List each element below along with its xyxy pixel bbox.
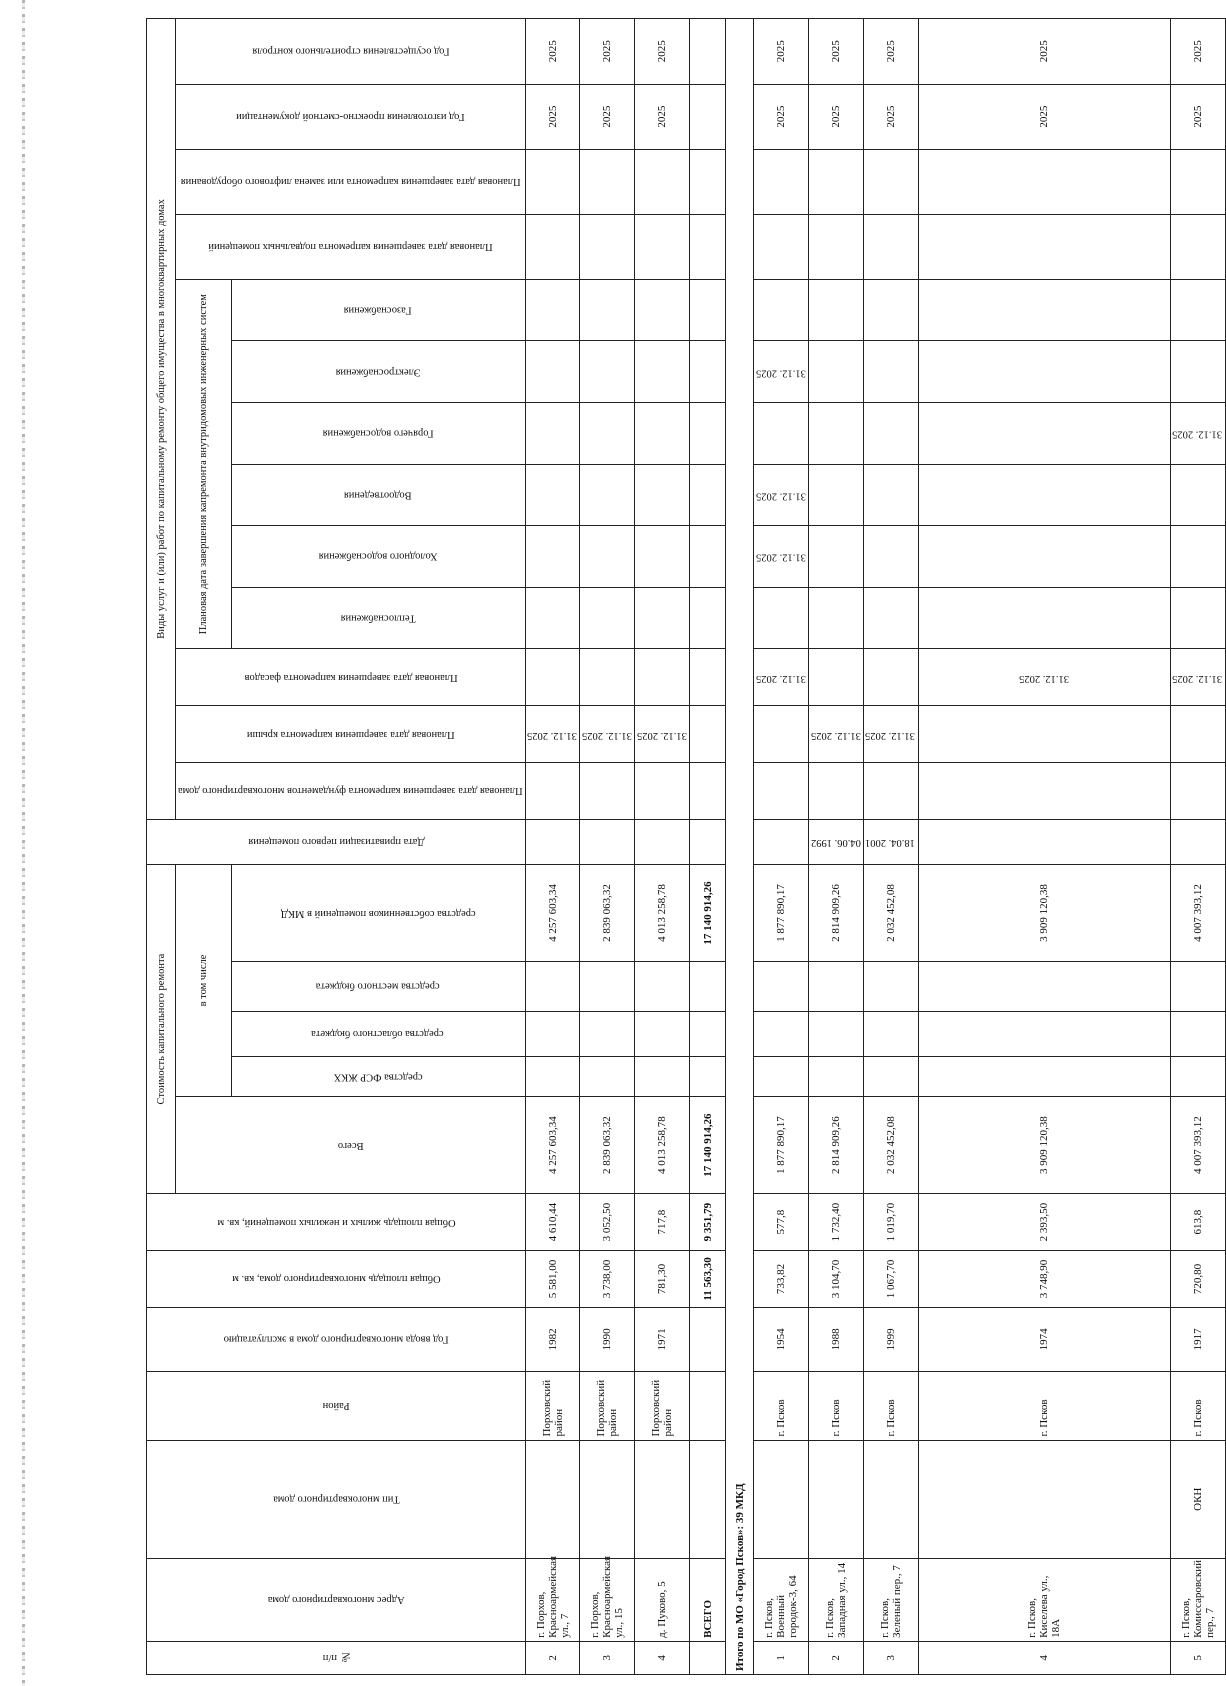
cell-control-year: 2025 xyxy=(580,19,635,85)
cell-design-year: 2025 xyxy=(635,84,690,149)
cell-regional xyxy=(1170,1011,1225,1056)
section2-title: Итого по МО «Город Псков»: 39 МКД xyxy=(726,19,754,1675)
cell-elevator xyxy=(525,149,580,214)
header-including: в том числе xyxy=(176,864,232,1096)
cell-num: 3 xyxy=(863,1641,918,1674)
cell-year: 1990 xyxy=(580,1307,635,1371)
cell-address: г. Псков, Военный городок-3, 64 xyxy=(754,1558,809,1641)
cell-electric xyxy=(1170,341,1225,403)
subtotal-living-area: 9 351,79 xyxy=(690,1194,726,1251)
cell-total: 4 013 258,78 xyxy=(635,1097,690,1194)
cell-local xyxy=(580,962,635,1012)
cell-facade xyxy=(809,649,864,706)
cell-elevator xyxy=(809,149,864,214)
table-row xyxy=(1170,19,1225,1675)
header-regional: средства областного бюджета xyxy=(231,1011,525,1056)
header-local: средства местного бюджета xyxy=(231,962,525,1012)
cell-local xyxy=(525,962,580,1012)
header-owners: средства собственников помещений в МКД xyxy=(231,864,525,961)
cell-facade: 31.12. 2025 xyxy=(918,649,1170,706)
cell-privatization xyxy=(580,819,635,864)
cell-type xyxy=(754,1440,809,1558)
cell-electric: 31.12. 2025 xyxy=(754,341,809,403)
cell-sewer xyxy=(809,464,864,526)
cell-cold-water xyxy=(525,526,580,588)
cell-total: 4 257 603,34 xyxy=(525,1097,580,1194)
cell-gas xyxy=(754,279,809,341)
cell-num: 1 xyxy=(754,1641,809,1674)
cell-fsr xyxy=(863,1056,918,1096)
cell-owners: 3 909 120,38 xyxy=(918,864,1170,961)
cell-total: 1 877 890,17 xyxy=(754,1097,809,1194)
cell-control-year: 2025 xyxy=(635,19,690,85)
cell-cold-water xyxy=(1170,526,1225,588)
rotated-table-page xyxy=(146,18,1223,1675)
cell-type xyxy=(863,1440,918,1558)
cell-basement xyxy=(754,214,809,279)
cell-facade: 31.12. 2025 xyxy=(1170,649,1225,706)
cell-elevator xyxy=(863,149,918,214)
header-total-area: Общая площадь многоквартирного дома, кв. м xyxy=(147,1251,526,1308)
cell-fsr xyxy=(580,1056,635,1096)
cell-gas xyxy=(863,279,918,341)
cell-living-area: 1 019,70 xyxy=(863,1194,918,1251)
cell-basement xyxy=(525,214,580,279)
header-cost-group: Стоимость капитального ремонта xyxy=(147,864,176,1193)
cell-basement xyxy=(863,214,918,279)
cell-control-year: 2025 xyxy=(863,19,918,85)
header-design-year: Год изготовления проектно-сметной документации xyxy=(176,84,526,149)
cell-total-area: 3 738,00 xyxy=(580,1251,635,1308)
cell-design-year: 2025 xyxy=(1170,84,1225,149)
cell-roof xyxy=(1170,706,1225,763)
cell-regional xyxy=(635,1011,690,1056)
cell-fsr xyxy=(635,1056,690,1096)
cell-sewer xyxy=(635,464,690,526)
header-hot-water: Горячего водоснабжения xyxy=(231,403,525,465)
cell-num: 5 xyxy=(1170,1641,1225,1674)
cell-living-area: 3 052,50 xyxy=(580,1194,635,1251)
cell-elevator xyxy=(1170,149,1225,214)
cell-heating xyxy=(863,587,918,649)
header-address: Адрес многоквартирного дома xyxy=(147,1558,526,1641)
cell-sewer xyxy=(525,464,580,526)
cell-cold-water xyxy=(809,526,864,588)
cell-sewer xyxy=(1170,464,1225,526)
cell-basement xyxy=(1170,214,1225,279)
cell-hot-water xyxy=(635,403,690,465)
cell-total: 4 007 393,12 xyxy=(1170,1097,1225,1194)
cell-facade xyxy=(863,649,918,706)
table-row xyxy=(918,19,1170,1675)
cell-total: 2 839 063,32 xyxy=(580,1097,635,1194)
cell-electric xyxy=(580,341,635,403)
cell-num: 3 xyxy=(580,1641,635,1674)
cell-num: 4 xyxy=(918,1641,1170,1674)
header-privatization: Дата приватизации первого помещения xyxy=(147,819,526,864)
cell-owners: 4 013 258,78 xyxy=(635,864,690,961)
cell-living-area: 1 732,40 xyxy=(809,1194,864,1251)
cell-control-year: 2025 xyxy=(918,19,1170,85)
cell-hot-water xyxy=(809,403,864,465)
cell-design-year: 2025 xyxy=(918,84,1170,149)
header-gas: Газоснабжения xyxy=(231,279,525,341)
cell-owners: 1 877 890,17 xyxy=(754,864,809,961)
cell-hot-water: 31.12. 2025 xyxy=(1170,403,1225,465)
cell-privatization xyxy=(525,819,580,864)
cell-gas xyxy=(918,279,1170,341)
cell-fsr xyxy=(525,1056,580,1096)
header-district: Район xyxy=(147,1371,526,1440)
cell-elevator xyxy=(580,149,635,214)
header-living-area: Общая площадь жилых и нежилых помещений, кв. м xyxy=(147,1194,526,1251)
header-foundation: Плановая дата завершения капремонта фундаментов многоквартирного дома xyxy=(176,763,526,820)
cell-elevator xyxy=(918,149,1170,214)
cell-cold-water: 31.12. 2025 xyxy=(754,526,809,588)
cell-address: г. Порхов, Красноармейская ул., 15 xyxy=(580,1558,635,1641)
cell-year: 1999 xyxy=(863,1307,918,1371)
cell-gas xyxy=(525,279,580,341)
cell-year: 1988 xyxy=(809,1307,864,1371)
subtotal-total-area: 11 563,30 xyxy=(690,1251,726,1308)
cell-privatization: 04.06. 1992 xyxy=(809,819,864,864)
cell-district: Порховский район xyxy=(635,1371,690,1440)
cell-year: 1974 xyxy=(918,1307,1170,1371)
header-facade: Плановая дата завершения капремонта фасадов xyxy=(176,649,526,706)
cell-living-area: 4 610,44 xyxy=(525,1194,580,1251)
cell-foundation xyxy=(635,763,690,820)
cell-electric xyxy=(525,341,580,403)
cell-heating xyxy=(525,587,580,649)
cell-gas xyxy=(635,279,690,341)
cell-local xyxy=(809,962,864,1012)
table-row xyxy=(809,19,864,1675)
cell-total-area: 733,82 xyxy=(754,1251,809,1308)
cell-local xyxy=(918,962,1170,1012)
cell-year: 1954 xyxy=(754,1307,809,1371)
subtotal-num xyxy=(690,1641,726,1674)
header-works-group: Виды услуг и (или) работ по капитальному ремонту общего имущества в многоквартирных домах xyxy=(147,19,176,820)
cell-heating xyxy=(809,587,864,649)
header-sewer: Водоотведения xyxy=(231,464,525,526)
cell-control-year: 2025 xyxy=(1170,19,1225,85)
cell-district: Порховский район xyxy=(580,1371,635,1440)
cell-roof: 31.12. 2025 xyxy=(863,706,918,763)
cell-foundation xyxy=(580,763,635,820)
scan-edge xyxy=(22,0,25,1686)
cell-basement xyxy=(580,214,635,279)
cell-total-area: 5 581,00 xyxy=(525,1251,580,1308)
cell-electric xyxy=(809,341,864,403)
table-row xyxy=(580,19,635,1675)
cell-total: 2 814 909,26 xyxy=(809,1097,864,1194)
cell-hot-water xyxy=(918,403,1170,465)
header-basement: Плановая дата завершения капремонта подвальных помещений xyxy=(176,214,526,279)
cell-owners: 4 257 603,34 xyxy=(525,864,580,961)
cell-address: г. Псков, Киселева ул., 18А xyxy=(918,1558,1170,1641)
cell-cold-water xyxy=(863,526,918,588)
cell-design-year: 2025 xyxy=(580,84,635,149)
header-year: Год ввода многоквартирного дома в эксплуатацию xyxy=(147,1307,526,1371)
cell-type xyxy=(580,1440,635,1558)
cell-fsr xyxy=(1170,1056,1225,1096)
subtotal-label: ВСЕГО xyxy=(690,1558,726,1641)
cell-hot-water xyxy=(525,403,580,465)
cell-regional xyxy=(525,1011,580,1056)
cell-local xyxy=(863,962,918,1012)
table-row xyxy=(525,19,580,1675)
header-control-year: Год осуществления строительного контроля xyxy=(176,19,526,85)
cell-heating xyxy=(635,587,690,649)
cell-elevator xyxy=(635,149,690,214)
cell-owners: 2 032 452,08 xyxy=(863,864,918,961)
cell-total-area: 781,30 xyxy=(635,1251,690,1308)
header-num: № п/п xyxy=(147,1641,526,1674)
cell-district: г. Псков xyxy=(1170,1371,1225,1440)
cell-district: г. Псков xyxy=(754,1371,809,1440)
cell-fsr xyxy=(809,1056,864,1096)
cell-basement xyxy=(635,214,690,279)
cell-living-area: 717,8 xyxy=(635,1194,690,1251)
cell-foundation xyxy=(754,763,809,820)
cell-local xyxy=(1170,962,1225,1012)
cell-owners: 2 839 063,32 xyxy=(580,864,635,961)
cell-num: 4 xyxy=(635,1641,690,1674)
cell-district: г. Псков xyxy=(863,1371,918,1440)
capital-repair-table xyxy=(146,18,1226,1675)
section-pskov xyxy=(754,19,1226,1675)
cell-type: ОКН xyxy=(1170,1440,1225,1558)
cell-privatization xyxy=(635,819,690,864)
cell-regional xyxy=(754,1011,809,1056)
cell-roof xyxy=(754,706,809,763)
cell-heating xyxy=(754,587,809,649)
cell-heating xyxy=(1170,587,1225,649)
cell-regional xyxy=(580,1011,635,1056)
cell-regional xyxy=(809,1011,864,1056)
cell-sewer xyxy=(580,464,635,526)
cell-hot-water xyxy=(863,403,918,465)
cell-regional xyxy=(918,1011,1170,1056)
cell-total: 2 032 452,08 xyxy=(863,1097,918,1194)
cell-gas xyxy=(809,279,864,341)
cell-address: г. Псков, Западная ул., 14 xyxy=(809,1558,864,1641)
header-elevator: Плановая дата завершения капремонта или замена лифтового оборудования xyxy=(176,149,526,214)
cell-heating xyxy=(580,587,635,649)
cell-address: д. Пуково, 5 xyxy=(635,1558,690,1641)
cell-cold-water xyxy=(918,526,1170,588)
cell-foundation xyxy=(525,763,580,820)
subtotal-row xyxy=(690,19,726,1675)
cell-type xyxy=(809,1440,864,1558)
cell-electric xyxy=(918,341,1170,403)
cell-privatization xyxy=(1170,819,1225,864)
header-systems-group: Плановая дата завершения капремонта внутридомовых инженерных систем xyxy=(176,279,232,648)
cell-cold-water xyxy=(635,526,690,588)
cell-total: 3 909 120,38 xyxy=(918,1097,1170,1194)
table-row xyxy=(635,19,690,1675)
cell-design-year: 2025 xyxy=(809,84,864,149)
cell-owners: 4 007 393,12 xyxy=(1170,864,1225,961)
cell-district: г. Псков xyxy=(918,1371,1170,1440)
subtotal-owners: 17 140 914,26 xyxy=(690,864,726,961)
cell-foundation xyxy=(1170,763,1225,820)
cell-hot-water xyxy=(754,403,809,465)
cell-sewer xyxy=(863,464,918,526)
cell-roof xyxy=(918,706,1170,763)
cell-hot-water xyxy=(580,403,635,465)
cell-regional xyxy=(863,1011,918,1056)
cell-total-area: 3 748,90 xyxy=(918,1251,1170,1308)
subtotal-section xyxy=(690,19,754,1675)
cell-foundation xyxy=(809,763,864,820)
cell-local xyxy=(635,962,690,1012)
cell-foundation xyxy=(863,763,918,820)
cell-address: г. Порхов, Красноармейская ул., 7 xyxy=(525,1558,580,1641)
cell-heating xyxy=(918,587,1170,649)
cell-num: 2 xyxy=(809,1641,864,1674)
cell-electric xyxy=(635,341,690,403)
cell-fsr xyxy=(918,1056,1170,1096)
cell-design-year: 2025 xyxy=(754,84,809,149)
cell-year: 1982 xyxy=(525,1307,580,1371)
cell-num: 2 xyxy=(525,1641,580,1674)
cell-type xyxy=(525,1440,580,1558)
cell-facade xyxy=(525,649,580,706)
cell-year: 1971 xyxy=(635,1307,690,1371)
cell-fsr xyxy=(754,1056,809,1096)
cell-privatization xyxy=(754,819,809,864)
cell-total-area: 3 104,70 xyxy=(809,1251,864,1308)
cell-basement xyxy=(918,214,1170,279)
cell-sewer: 31.12. 2025 xyxy=(754,464,809,526)
cell-district: Порховский район xyxy=(525,1371,580,1440)
cell-roof: 31.12. 2025 xyxy=(635,706,690,763)
cell-living-area: 577,8 xyxy=(754,1194,809,1251)
cell-facade xyxy=(635,649,690,706)
header-fsr: средства ФСР ЖКХ xyxy=(231,1056,525,1096)
table-row xyxy=(754,19,809,1675)
cell-control-year: 2025 xyxy=(525,19,580,85)
cell-foundation xyxy=(918,763,1170,820)
cell-total-area: 1 067,70 xyxy=(863,1251,918,1308)
cell-living-area: 613,8 xyxy=(1170,1194,1225,1251)
cell-facade xyxy=(580,649,635,706)
section-porkhov xyxy=(525,19,690,1675)
table-row xyxy=(863,19,918,1675)
header-heating: Теплоснабжения xyxy=(231,587,525,649)
cell-district: г. Псков xyxy=(809,1371,864,1440)
cell-control-year: 2025 xyxy=(809,19,864,85)
cell-privatization xyxy=(918,819,1170,864)
cell-gas xyxy=(580,279,635,341)
cell-basement xyxy=(809,214,864,279)
cell-design-year: 2025 xyxy=(525,84,580,149)
cell-facade: 31.12. 2025 xyxy=(754,649,809,706)
cell-address: г. Псков, Зеленый пер., 7 xyxy=(863,1558,918,1641)
cell-design-year: 2025 xyxy=(863,84,918,149)
section2-title-row xyxy=(726,19,754,1675)
cell-cold-water xyxy=(580,526,635,588)
cell-sewer xyxy=(918,464,1170,526)
subtotal-total: 17 140 914,26 xyxy=(690,1097,726,1194)
cell-roof: 31.12. 2025 xyxy=(580,706,635,763)
cell-year: 1917 xyxy=(1170,1307,1225,1371)
cell-type xyxy=(635,1440,690,1558)
cell-type xyxy=(918,1440,1170,1558)
cell-total-area: 720,80 xyxy=(1170,1251,1225,1308)
header-electric: Электроснабжения xyxy=(231,341,525,403)
cell-local xyxy=(754,962,809,1012)
header-total: Всего xyxy=(176,1097,526,1194)
cell-roof: 31.12. 2025 xyxy=(525,706,580,763)
cell-elevator xyxy=(754,149,809,214)
cell-control-year: 2025 xyxy=(754,19,809,85)
cell-living-area: 2 393,50 xyxy=(918,1194,1170,1251)
header-roof: Плановая дата завершения капремонта крыши xyxy=(176,706,526,763)
cell-gas xyxy=(1170,279,1225,341)
cell-owners: 2 814 909,26 xyxy=(809,864,864,961)
cell-electric xyxy=(863,341,918,403)
cell-roof: 31.12. 2025 xyxy=(809,706,864,763)
header-cold-water: Холодного водоснабжения xyxy=(231,526,525,588)
header-type: Тип многоквартирного дома xyxy=(147,1440,526,1558)
cell-address: г. Псков, Комиссаровский пер., 7 xyxy=(1170,1558,1225,1641)
cell-privatization: 18.04. 2001 xyxy=(863,819,918,864)
